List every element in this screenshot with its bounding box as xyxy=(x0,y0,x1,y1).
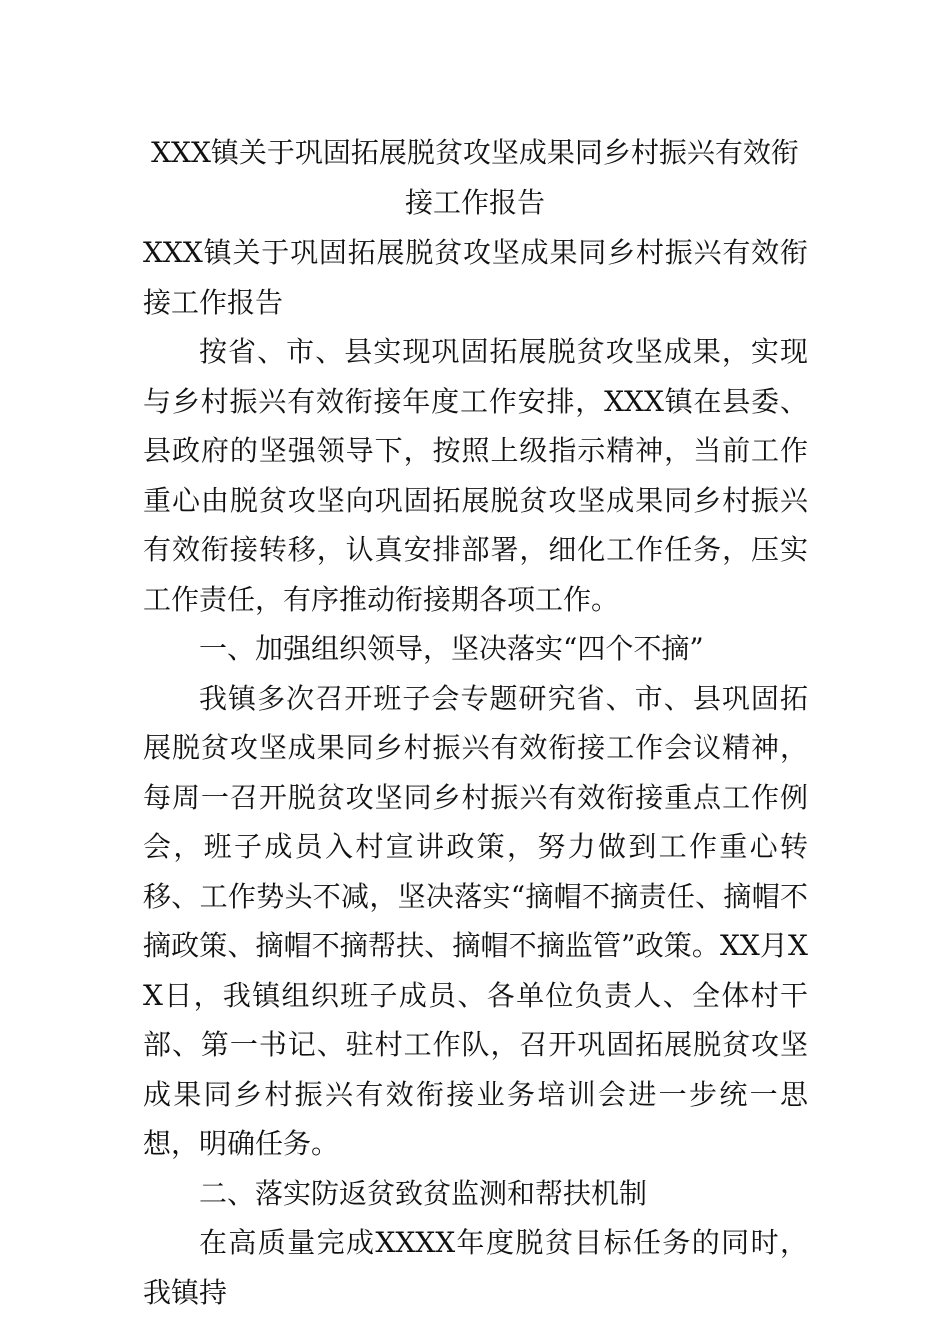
intro-paragraph: 按省、市、县实现巩固拓展脱贫攻坚成果，实现与乡村振兴有效衔接年度工作安排，XXX镇在县委、县政府的坚强领导下，按照上级指示精神，当前工作重心由脱贫攻坚向巩固拓展脱贫攻坚成果同乡村振兴有效衔接转移，认真安排部署，细化工作任务，压实工作责任，有序推动衔接期各项工作。 xyxy=(143,335,808,616)
repeated-title: XXX镇关于巩固拓展脱贫攻坚成果同乡村振兴有效衔接工作报告 xyxy=(143,236,808,319)
section-1-paragraph: 我镇多次召开班子会专题研究省、市、县巩固拓展脱贫攻坚成果同乡村振兴有效衔接工作会议精神，每周一召开脱贫攻坚同乡村振兴有效衔接重点工作例会，班子成员入村宣讲政策，努力做到工作重心转移、工作势头不减，坚决落实“摘帽不摘责任、摘帽不摘政策、摘帽不摘帮扶、摘帽不摘监管”政策。XX月XX日，我镇组织班子成员、各单位负责人、全体村干部、第一书记、驻村工作队，召开巩固拓展脱贫攻坚成果同乡村振兴有效衔接业务培训会进一步统一思想，明确任务。 xyxy=(143,681,808,1160)
section-heading-2: 二、落实防返贫致贫监测和帮扶机制 xyxy=(199,1176,648,1210)
section-heading-1: 一、加强组织领导，坚决落实“四个不摘” xyxy=(199,632,704,665)
document-body xyxy=(143,228,808,1317)
section-2-paragraph: 在高质量完成XXXX年度脱贫目标任务的同时，我镇持 xyxy=(143,1226,808,1309)
document-title: XXX镇关于巩固拓展脱贫攻坚成果同乡村振兴有效衔接工作报告 xyxy=(151,136,799,219)
